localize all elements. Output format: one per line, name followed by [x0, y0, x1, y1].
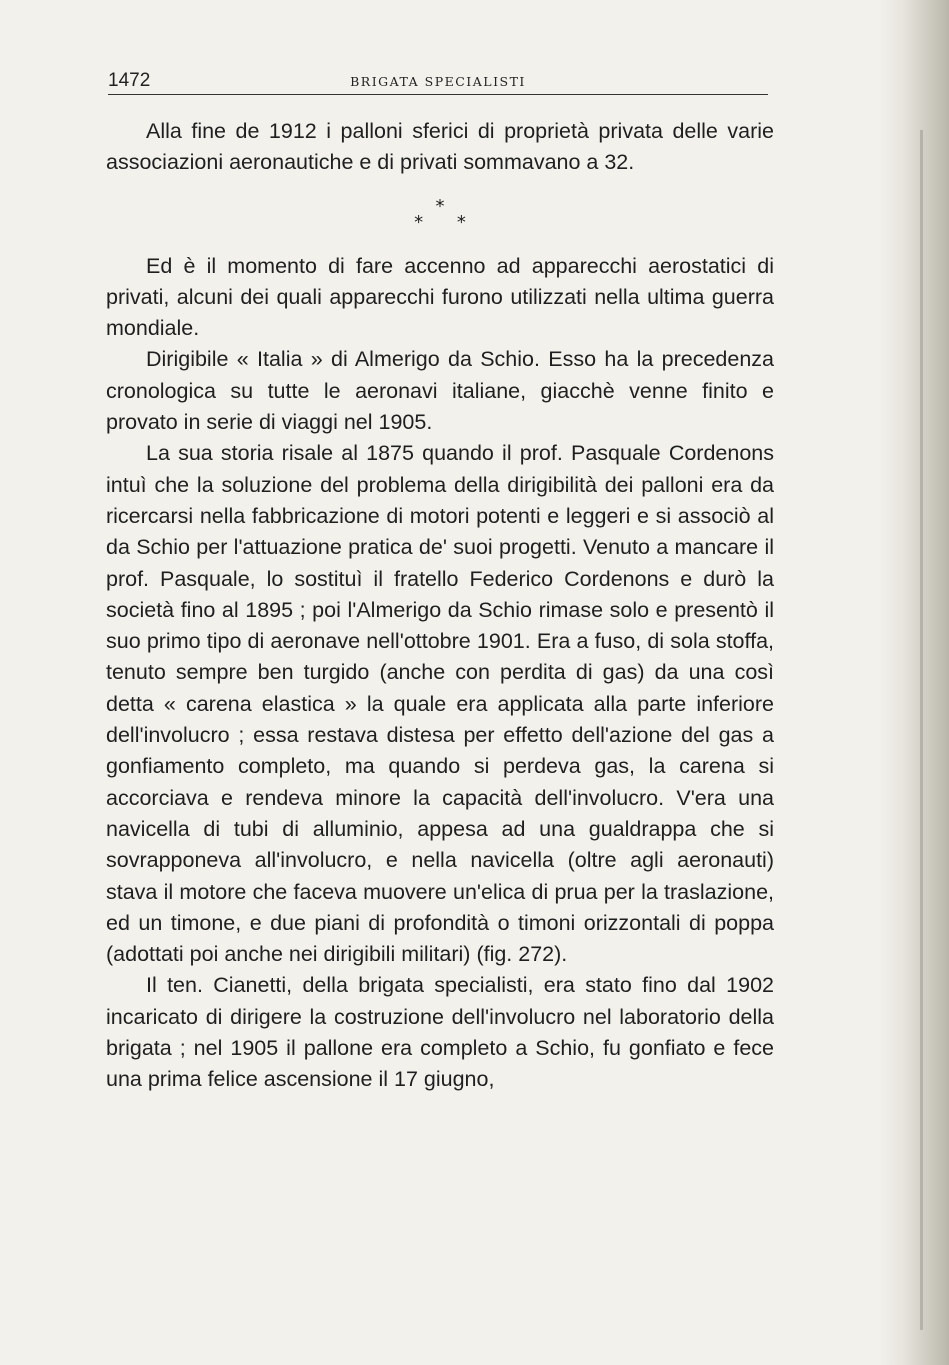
separator-asterisk-top: * — [435, 195, 445, 217]
paragraph-5: Il ten. Cianetti, della brigata specialisti, era stato fino dal 1902 incaricato di dirigere la costruzione dell'involucro nel laboratorio della brigata ; nel 1905 il pallone era completo a Schio, fu gonfiato e fece una prima felice ascensione il 17 giugno, — [106, 973, 774, 1092]
page-edge-shadow — [879, 0, 949, 1365]
binding-edge-line — [920, 130, 923, 1330]
paragraph-2: Ed è il momento di fare accenno ad apparecchi aerostatici di privati, alcuni dei quali apparecchi furono utilizzati nella ultima guerra mondiale. — [106, 253, 774, 341]
spacer — [106, 243, 774, 251]
separator-asterisks-bottom: * * — [414, 211, 480, 233]
paragraph-1: Alla fine de 1912 i palloni sferici di proprietà privata delle varie associazioni aeronautiche e di privati sommavano a 32. — [106, 119, 774, 175]
section-separator — [106, 179, 774, 243]
page-body — [106, 116, 774, 1096]
paragraph-4: La sua storia risale al 1875 quando il prof. Pasquale Cordenons intuì che la soluzione del problema della dirigibilità dei palloni era da ricercarsi nella fabbricazione di motori potenti e leggeri e si associò al da Schio per l'attuazione pratica de' suoi progetti. Venuto a mancare il prof. Pasquale, lo sostituì il fratello Federico Cordenons e durò la società fino al 1895 ; poi l'Almerigo da Schio rimase solo e presentò il suo primo tipo di aeronave nell'ottobre 1901. Era a fuso, di sola stoffa, tenuto sempre ben turgido (anche con perdita di gas) da una così detta « carena elastica » la quale era applicata alla parte inferiore dell'involucro ; essa restava distesa per effetto dell'azione del gas a gonfiamento completo, ma quando si perdeva gas, la carena si accorciava e rendeva minore la capacità dell'involucro. V'era una navicella di tubi di alluminio, appesa ad una gualdrappa che si sovrapponeva all'involucro, e nella navicella (oltre agli aeronauti) stava il motore che faceva muovere un'elica di prua per la traslazione, ed un timone, e due piani di profondità o timoni orizzontali di poppa (adottati poi anche nei dirigibili militari) (fig. 272). — [106, 441, 774, 967]
page-number: 1472 — [108, 70, 151, 91]
page-header — [108, 70, 768, 95]
running-head: BRIGATA SPECIALISTI — [350, 74, 526, 89]
paragraph-3: Dirigibile « Italia » di Almerigo da Schio. Esso ha la precedenza cronologica su tutte le aeronavi italiane, giacchè venne finito e provato in serie di viaggi nel 1905. — [106, 347, 774, 435]
